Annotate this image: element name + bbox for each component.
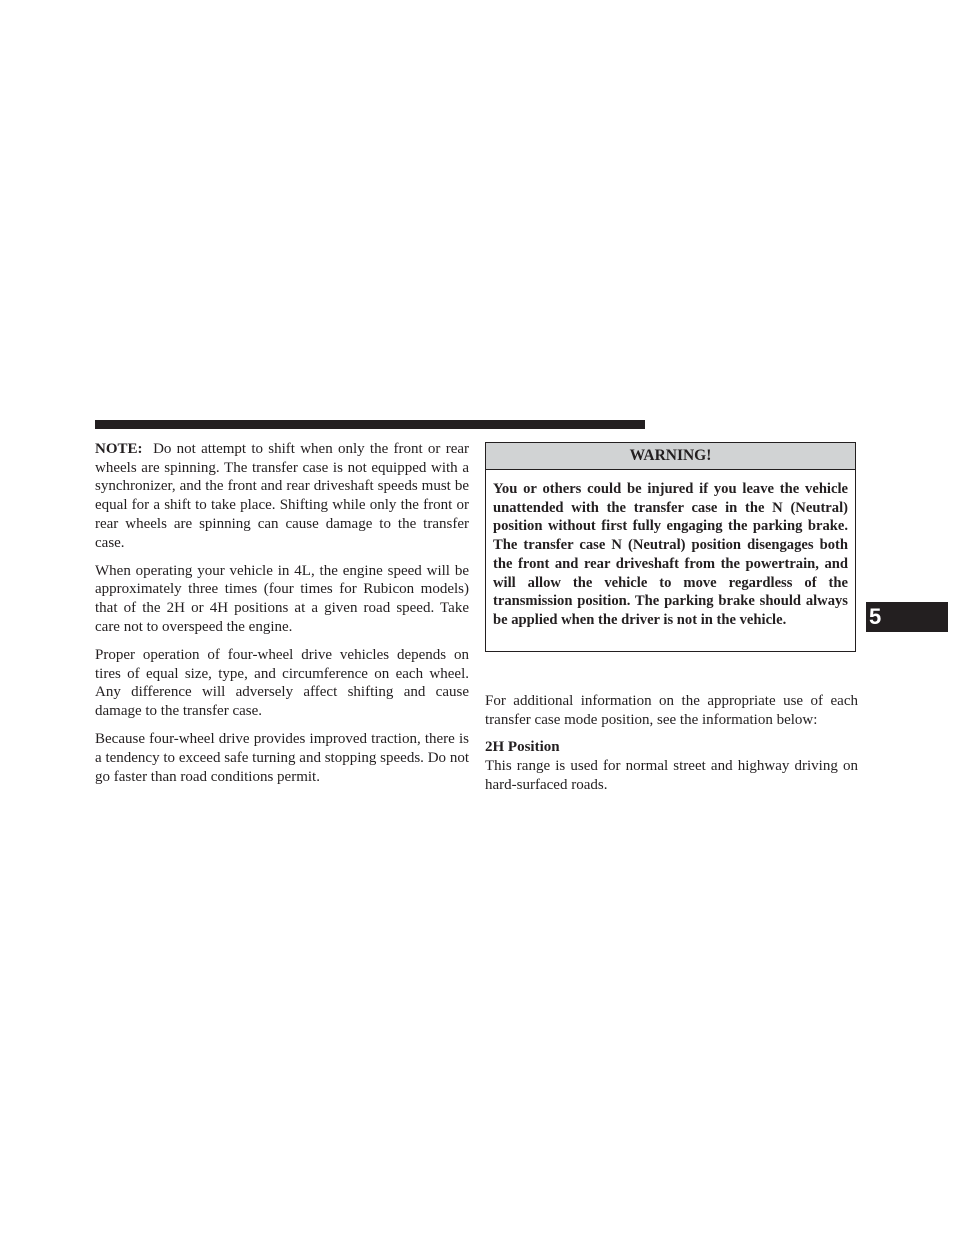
engine-speed-paragraph: When operating your vehicle in 4L, the engine speed will be approximately three times (four times for Rubicon models) that of the 2H or 4H positions at a given road speed. Take care not to overspeed the engine. [95, 562, 469, 635]
tires-paragraph: Proper operation of four-wheel drive vehicles depends on tires of equal size, type, and circumference on each wheel. Any difference will adversely affect shifting and cause damage to the transfer case. [95, 647, 469, 720]
top-rule [95, 420, 645, 429]
section-text-2h: This range is used for normal street and highway driving on hard-surfaced roads. [485, 758, 858, 793]
info-paragraph: For additional information on the appropriate use of each transfer case mode position, see the information below: [485, 693, 858, 728]
note-paragraph [95, 440, 469, 552]
warning-title: WARNING! [486, 443, 855, 470]
note-label: NOTE: [95, 441, 143, 457]
right-column [485, 442, 858, 652]
section-heading-2h: 2H Position [485, 739, 560, 755]
left-column [95, 440, 469, 796]
chapter-tab: 5 [866, 602, 948, 632]
warning-text: You or others could be injured if you leave the vehicle unattended with the transfer case in the N (Neutral) position without first fully engaging the parking brake. The transfer case N (Neutral) position disengages both the front and rear driveshaft from the powertrain, and will allow the vehicle to move regardless of the transmission position. The parking brake should always be applied when the driver is not in the vehicle. [493, 481, 848, 628]
note-text: Do not attempt to shift when only the front or rear wheels are spinning. The transfer case is not equipped with a synchronizer, and the front and rear driveshaft speeds must be equal for a shift to take place. Shifting while only the front or rear wheels are spinning can cause damage to the transfer case. [95, 441, 470, 551]
warning-box [485, 442, 856, 652]
traction-paragraph: Because four-wheel drive provides improved traction, there is a tendency to exceed safe turning and stopping speeds. Do not go faster than road conditions permit. [95, 731, 469, 785]
